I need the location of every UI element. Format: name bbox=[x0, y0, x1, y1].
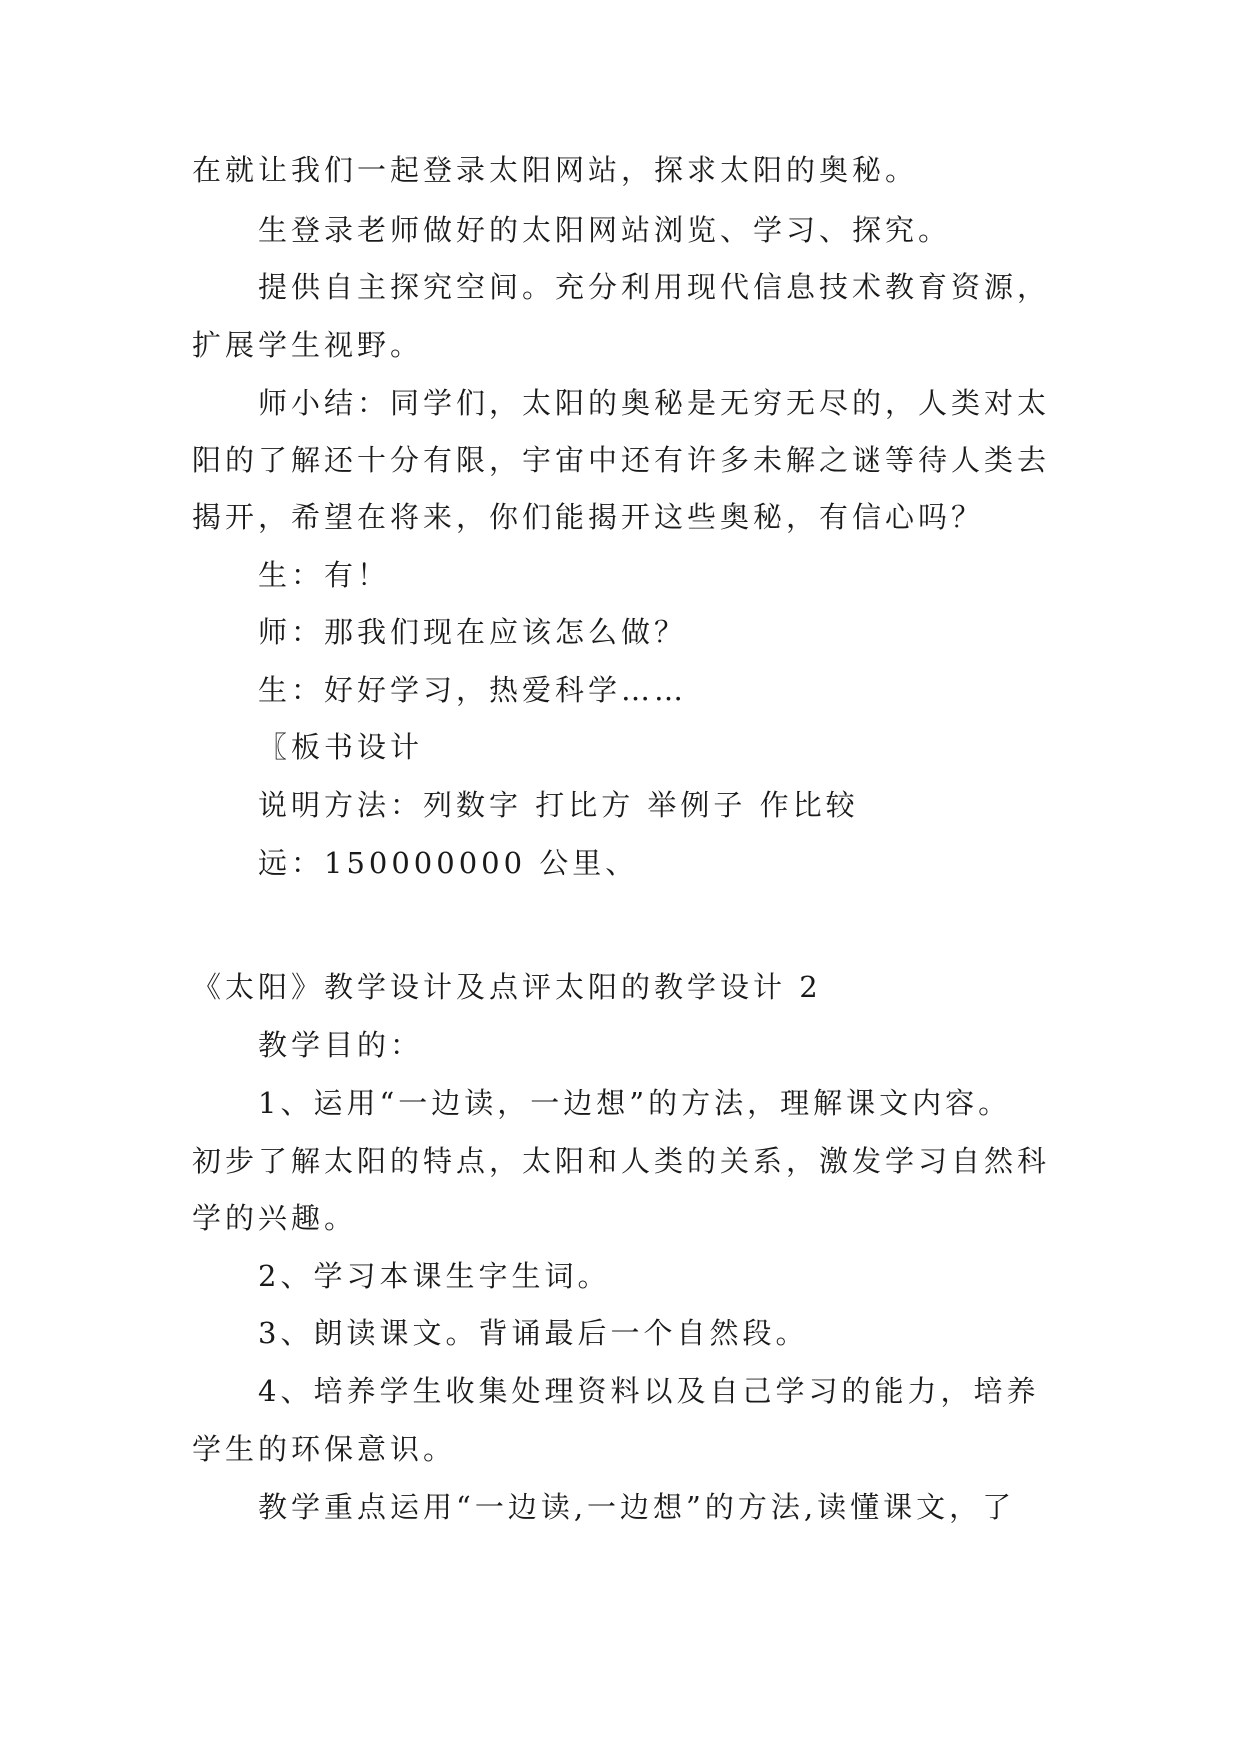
text-line: 生：好好学习，热爱科学…… bbox=[258, 673, 688, 707]
text-line: 1、运用“一边读，一边想”的方法，理解课文内容。 bbox=[258, 1086, 1012, 1120]
text-line: 教学目的： bbox=[258, 1028, 424, 1062]
text-line: 说明方法：列数字 打比方 举例子 作比较 bbox=[258, 788, 859, 822]
text-line: 师：那我们现在应该怎么做？ bbox=[258, 615, 688, 649]
text-line: 扩展学生视野。 bbox=[192, 328, 424, 362]
text-line: 提供自主探究空间。充分利用现代信息技术教育资源， bbox=[258, 270, 1051, 304]
text-line: 〖板书设计 bbox=[258, 730, 424, 764]
text-line: 生：有！ bbox=[258, 558, 391, 592]
section-heading: 《太阳》教学设计及点评太阳的教学设计 2 bbox=[192, 970, 822, 1004]
text-line: 在就让我们一起登录太阳网站，探求太阳的奥秘。 bbox=[192, 153, 919, 187]
text-line: 阳的了解还十分有限，宇宙中还有许多未解之谜等待人类去 bbox=[192, 443, 1051, 477]
text-line: 教学重点运用“一边读,一边想”的方法,读懂课文，了 bbox=[258, 1490, 1016, 1524]
text-line: 揭开，希望在将来，你们能揭开这些奥秘，有信心吗？ bbox=[192, 500, 985, 534]
text-line: 生登录老师做好的太阳网站浏览、学习、探究。 bbox=[258, 213, 952, 247]
text-line: 学生的环保意识。 bbox=[192, 1432, 457, 1466]
text-line: 初步了解太阳的特点，太阳和人类的关系，激发学习自然科 bbox=[192, 1144, 1051, 1178]
text-line: 3、朗读课文。背诵最后一个自然段。 bbox=[258, 1316, 809, 1350]
text-line: 4、培养学生收集处理资料以及自己学习的能力，培养 bbox=[258, 1374, 1040, 1408]
text-line: 学的兴趣。 bbox=[192, 1201, 358, 1235]
text-line: 2、学习本课生字生词。 bbox=[258, 1259, 611, 1293]
text-line: 师小结：同学们，太阳的奥秘是无穷无尽的，人类对太 bbox=[258, 386, 1051, 420]
text-line: 远：150000000 公里、 bbox=[258, 846, 639, 880]
